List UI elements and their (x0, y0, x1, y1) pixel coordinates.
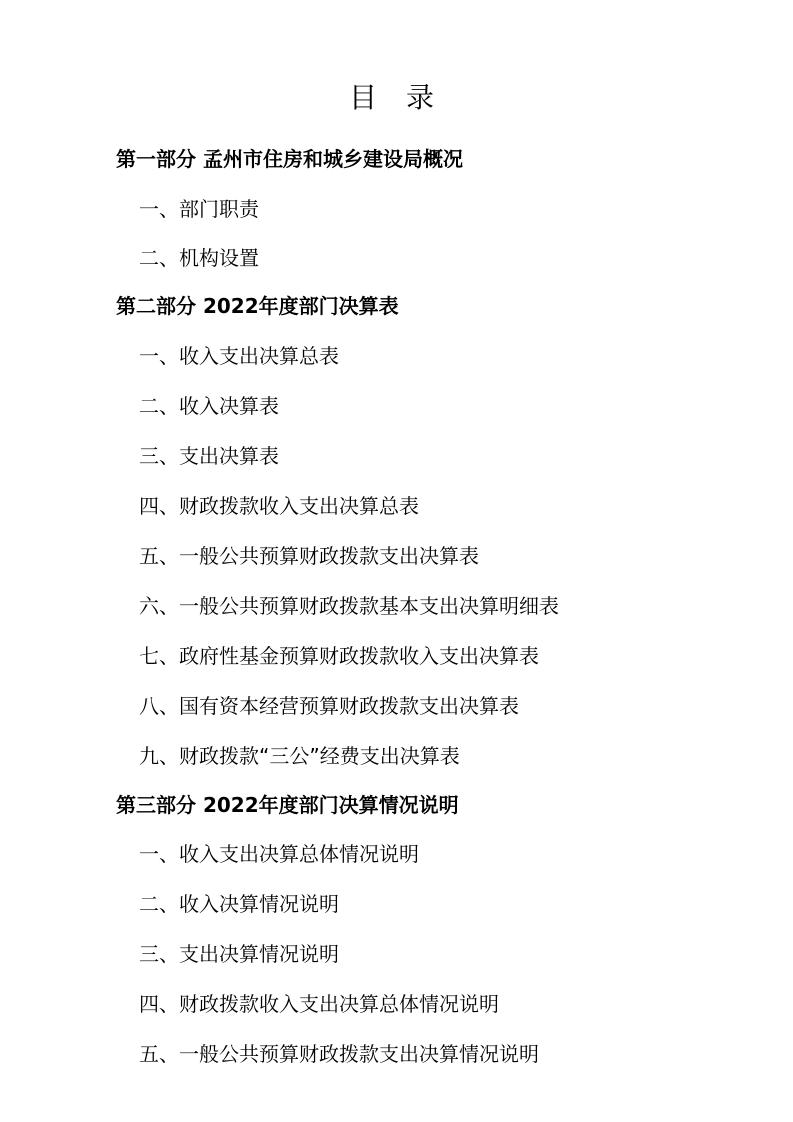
toc-item[interactable]: 四、财政拨款收入支出决算总体情况说明 (139, 992, 499, 1016)
toc-item[interactable]: 一、收入支出决算总体情况说明 (139, 842, 419, 866)
toc-item[interactable]: 九、财政拨款“三公”经费支出决算表 (139, 744, 460, 768)
part-heading-2[interactable]: 第二部分 2022年度部门决算表 (116, 294, 399, 318)
toc-item[interactable]: 六、一般公共预算财政拨款基本支出决算明细表 (139, 594, 559, 618)
toc-item[interactable]: 一、部门职责 (139, 197, 259, 221)
toc-item[interactable]: 五、一般公共预算财政拨款支出决算情况说明 (139, 1042, 539, 1066)
toc-item[interactable]: 二、收入决算表 (139, 394, 279, 418)
part-heading-1[interactable]: 第一部分 孟州市住房和城乡建设局概况 (116, 147, 463, 171)
toc-item[interactable]: 一、收入支出决算总表 (139, 344, 339, 368)
part-heading-3[interactable]: 第三部分 2022年度部门决算情况说明 (116, 793, 459, 817)
toc-item[interactable]: 四、财政拨款收入支出决算总表 (139, 494, 419, 518)
toc-item[interactable]: 二、收入决算情况说明 (139, 892, 339, 916)
toc-item[interactable]: 八、国有资本经营预算财政拨款支出决算表 (139, 694, 519, 718)
toc-item[interactable]: 三、支出决算情况说明 (139, 942, 339, 966)
toc-title: 目 录 (349, 81, 444, 114)
toc-item[interactable]: 五、一般公共预算财政拨款支出决算表 (139, 544, 479, 568)
toc-item[interactable]: 七、政府性基金预算财政拨款收入支出决算表 (139, 644, 539, 668)
toc-item[interactable]: 三、支出决算表 (139, 444, 279, 468)
toc-item[interactable]: 二、机构设置 (139, 246, 259, 270)
